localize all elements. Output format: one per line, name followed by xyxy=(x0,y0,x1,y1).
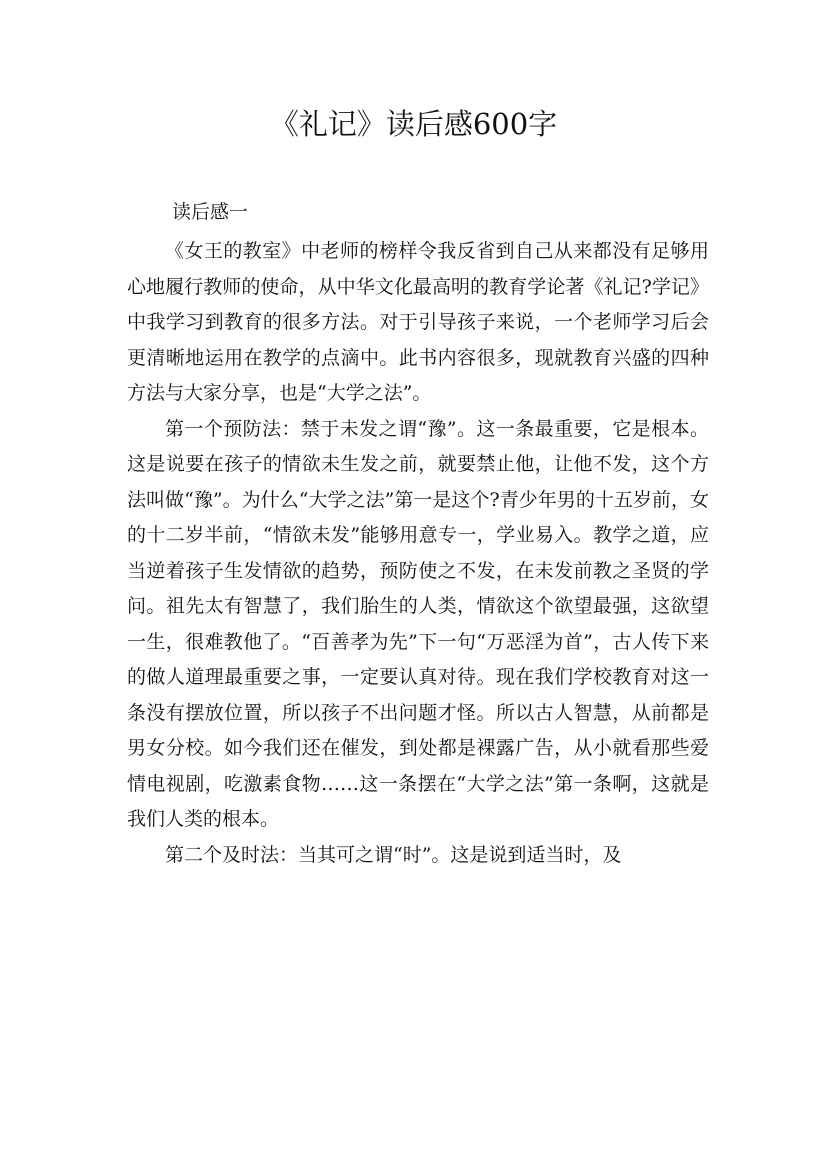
body-paragraph: 《女王的教室》中老师的榜样令我反省到自己从来都没有足够用心地履行教师的使命，从中华文化最高明的教育学论著《礼记?学记》中我学习到教育的很多方法。对于引导孩子来说，一个老师学习后会更清晰地运用在教学的点滴中。此书内容很多，现就教育兴盛的四种方法与大家分享，也是“大学之法”。 xyxy=(127,240,709,404)
body-paragraph: 第一个预防法：禁于未发之谓“豫”。这一条最重要，它是根本。这是说要在孩子的情欲未生发之前，就要禁止他，让他不发，这个方法叫做“豫”。为什么“大学之法”第一是这个?青少年男的十五岁前，女的十二岁半前，“情欲未发”能够用意专一，学业易入。教学之道，应当逆着孩子生发情欲的趋势，预防使之不发，在未发前教之圣贤的学问。祖先太有智慧了，我们胎生的人类，情欲这个欲望最强，这欲望一生，很难教他了。“百善孝为先”下一句“万恶淫为首”，古人传下来的做人道理最重要之事，一定要认真对待。现在我们学校教育对这一条没有摆放位置，所以孩子不出问题才怪。所以古人智慧，从前都是男女分校。如今我们还在催发，到处都是裸露广告，从小就看那些爱情电视剧，吃激素食物……这一条摆在“大学之法”第一条啊，这就是我们人类的根本。 xyxy=(127,417,709,830)
section-heading: 读后感一 xyxy=(172,201,249,223)
document-title: 《礼记》读后感600字 xyxy=(269,107,558,141)
body-paragraph: 第二个及时法：当其可之谓“时”。这是说到适当时，及 xyxy=(165,843,622,866)
document-body xyxy=(127,234,709,873)
